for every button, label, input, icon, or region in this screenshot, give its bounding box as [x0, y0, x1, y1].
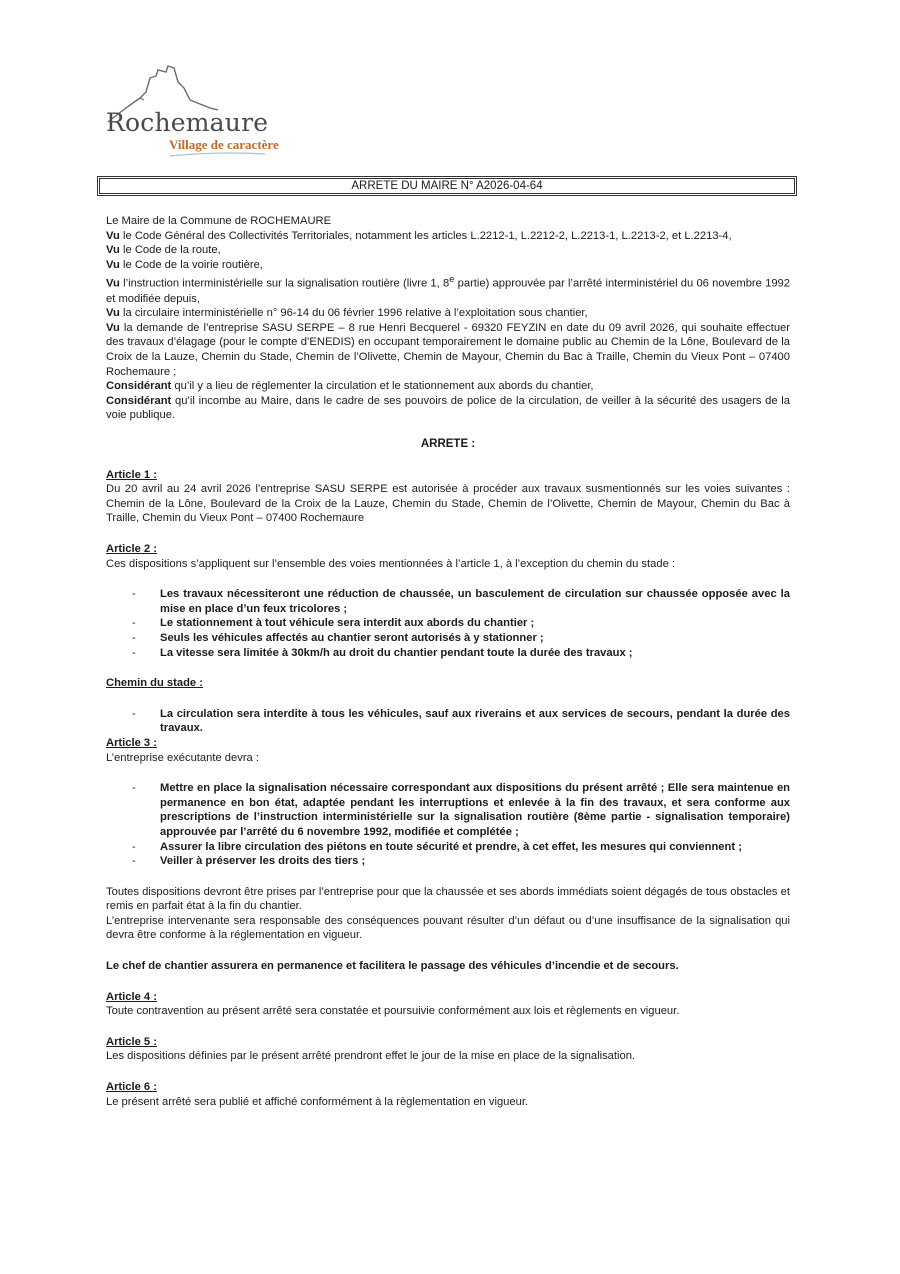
article-4-text: Toute contravention au présent arrêté sera constatée et poursuivie conformément aux lois et règlements en vigueur.	[106, 1005, 680, 1018]
chemin-stade-title: Chemin du stade :	[106, 677, 203, 690]
logo-name: Rochemaure	[106, 108, 269, 137]
document-title: ARRETE DU MAIRE N° A2026-04-64	[97, 176, 797, 196]
article-2-title: Article 2 :	[106, 543, 157, 556]
article-3-paragraph-2: L’entreprise intervenante sera responsable des conséquences pouvant résulter d’un défaut ou d’une insuffisance de la signalisation qui devra être conforme à la réglementation en vigueur.	[106, 914, 790, 942]
preamble	[106, 214, 790, 423]
considerant-line: Considérant qu’il y a lieu de réglementer la circulation et le stationnement aux abords du chantier,	[106, 380, 594, 393]
article-3-list	[106, 781, 790, 869]
list-item: - Veiller à préserver les droits des tiers ;	[132, 855, 366, 868]
article-2-list	[106, 587, 790, 660]
vu-line: Vu l’instruction interministérielle sur la signalisation routière (livre 1, 8e partie) approuvée par l’arrêté interministériel du 06 novembre 1992 et modifiée depuis,	[106, 274, 790, 305]
chef-chantier-statement: Le chef de chantier assurera en permanence et facilitera le passage des véhicules d’incendie et de secours.	[106, 960, 679, 973]
considerant-line: Considérant qu’il incombe au Maire, dans le cadre de ses pouvoirs de police de la circulation, de veiller à la sécurité des usagers de la voie publique.	[106, 394, 790, 422]
logo-tagline: Village de caractère	[169, 137, 279, 152]
article-4-title: Article 4 :	[106, 990, 157, 1003]
article-5-text: Les dispositions définies par le présent arrêté prendront effet le jour de la mise en place de la signalisation.	[106, 1050, 636, 1063]
chemin-stade-list	[106, 707, 790, 736]
document-body	[106, 214, 790, 1109]
list-item: - La circulation sera interdite à tous les véhicules, sauf aux riverains et aux services de secours, pendant la durée des travaux.	[132, 707, 790, 735]
arrete-heading: ARRETE :	[420, 438, 476, 451]
vu-line: Vu le Code de la route,	[106, 244, 221, 257]
article-3-paragraph-1: Toutes dispositions devront être prises par l’entreprise pour que la chaussée et ses abords immédiats soient dégagés de tous obstacles et remis en parfait état à la fin du chantier.	[106, 885, 790, 913]
vu-line: Vu la demande de l’entreprise SASU SERPE – 8 rue Henri Becquerel - 69320 FEYZIN en date du 09 avril 2026, qui souhaite effectuer des travaux d’élagage (pour le compte d’ENEDIS) en occupant temporairement le domaine public au Chemin de la Lône, Boulevard de la Croix de la Lauze, Chemin du Stade, Chemin de l’Olivette, Chemin de Mayour, Chemin du Bac à Traille, Chemin du Vieux Pont – 07400 Rochemaure ;	[106, 321, 790, 378]
article-5-title: Article 5 :	[106, 1035, 157, 1048]
vu-line: Vu le Code Général des Collectivités Territoriales, notamment les articles L.2212-1, L.2212-2, L.2213-1, L.2213-2, et L.2213-4,	[106, 229, 732, 242]
list-item: - Seuls les véhicules affectés au chantier seront autorisés à y stationner ;	[132, 631, 544, 644]
article-2-text: Ces dispositions s’appliquent sur l’ensemble des voies mentionnées à l’article 1, à l’exception du chemin du stade :	[106, 557, 676, 570]
article-3-title: Article 3 :	[106, 736, 157, 749]
rochemaure-logo	[100, 60, 300, 160]
list-item: - Assurer la libre circulation des piétons en toute sécurité et prendre, à cet effet, les mesures qui conviennent ;	[132, 840, 742, 853]
list-item: - Les travaux nécessiteront une réduction de chaussée, un basculement de circulation sur chaussée opposée avec la mise en place d’un feux tricolores ;	[132, 588, 790, 615]
vu-line: Vu le Code de la voirie routière,	[106, 258, 263, 271]
article-1-title: Article 1 :	[106, 468, 157, 481]
article-3-text: L’entreprise exécutante devra :	[106, 751, 259, 764]
vu-line: Vu la circulaire interministérielle n° 96-14 du 06 février 1996 relative à l’exploitation sous chantier,	[106, 307, 588, 320]
article-1-text: Du 20 avril au 24 avril 2026 l’entreprise SASU SERPE est autorisée à procéder aux travaux susmentionnés sur les voies suivantes : Chemin de la Lône, Boulevard de la Croix de la Lauze, Chemin du Stade, Chemin de l’Olivette, Chemin de Mayour, Chemin du Bac à Traille, Chemin du Vieux Pont – 07400 Rochemaure	[106, 483, 790, 525]
list-item: - Le stationnement à tout véhicule sera interdit aux abords du chantier ;	[132, 617, 535, 630]
article-6-text: Le présent arrêté sera publié et affiché conformément à la règlementation en vigueur.	[106, 1095, 529, 1108]
list-item: - Mettre en place la signalisation nécessaire correspondant aux dispositions du présent arrêté ; Elle sera maintenue en permanence en bon état, adaptée pendant les interruptions et enlevée à la fin des travaux, et sera conforme aux prescriptions de l’instruction interministérielle sur la signalisation routière (8ème partie - signalisation temporaire) approuvée par l’arrêté du 6 novembre 1992, modifiée et complétée ;	[132, 782, 790, 838]
preamble-intro: Le Maire de la Commune de ROCHEMAURE	[106, 215, 332, 227]
article-6-title: Article 6 :	[106, 1081, 157, 1094]
list-item: - La vitesse sera limitée à 30km/h au droit du chantier pendant toute la durée des travaux ;	[132, 646, 633, 659]
